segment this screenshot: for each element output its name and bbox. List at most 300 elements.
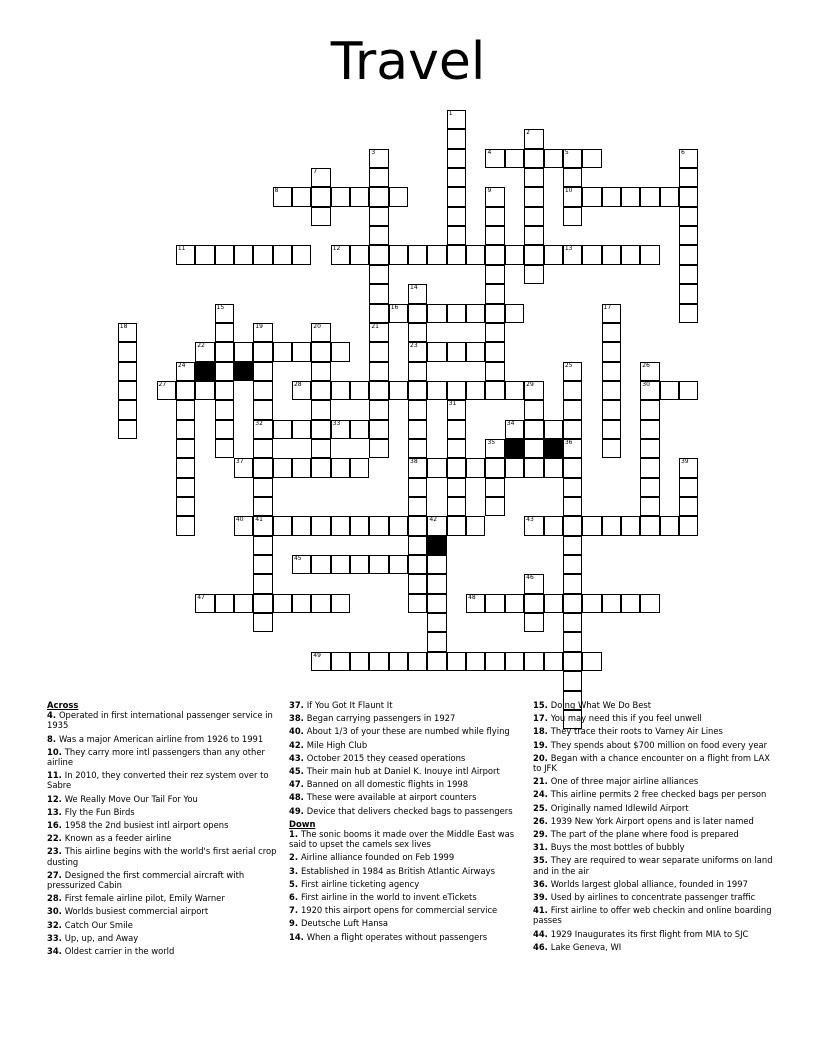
grid-cell[interactable]	[427, 555, 446, 574]
grid-cell[interactable]	[524, 187, 543, 206]
grid-cell[interactable]	[253, 342, 272, 361]
grid-cell[interactable]	[563, 187, 582, 206]
grid-cell[interactable]	[408, 497, 427, 516]
grid-cell[interactable]	[563, 613, 582, 632]
grid-cell[interactable]	[621, 245, 640, 264]
grid-cell[interactable]	[292, 458, 311, 477]
grid-cell[interactable]	[408, 284, 427, 303]
grid-cell[interactable]	[447, 304, 466, 323]
grid-cell[interactable]	[331, 458, 350, 477]
grid-cell[interactable]	[563, 478, 582, 497]
grid-cell[interactable]	[369, 265, 388, 284]
grid-cell[interactable]	[408, 555, 427, 574]
grid-cell[interactable]	[485, 594, 504, 613]
grid-cell[interactable]	[544, 149, 563, 168]
grid-cell[interactable]	[640, 594, 659, 613]
grid-cell[interactable]	[118, 362, 137, 381]
grid-cell[interactable]	[253, 516, 272, 535]
grid-cell[interactable]	[389, 652, 408, 671]
grid-cell[interactable]	[253, 458, 272, 477]
grid-cell[interactable]	[215, 245, 234, 264]
grid-cell[interactable]	[524, 381, 543, 400]
grid-cell[interactable]	[679, 284, 698, 303]
grid-cell[interactable]	[524, 129, 543, 148]
grid-cell[interactable]	[447, 149, 466, 168]
grid-cell[interactable]	[602, 187, 621, 206]
grid-cell[interactable]	[292, 245, 311, 264]
grid-cell[interactable]	[524, 516, 543, 535]
grid-cell[interactable]	[679, 226, 698, 245]
grid-cell[interactable]	[176, 420, 195, 439]
grid-cell[interactable]	[447, 245, 466, 264]
grid-cell[interactable]	[311, 555, 330, 574]
grid-cell[interactable]	[447, 110, 466, 129]
grid-cell[interactable]	[679, 207, 698, 226]
grid-cell[interactable]	[253, 420, 272, 439]
grid-cell[interactable]	[524, 458, 543, 477]
grid-cell[interactable]	[331, 555, 350, 574]
grid-cell[interactable]	[331, 381, 350, 400]
grid-cell[interactable]	[563, 149, 582, 168]
grid-cell[interactable]	[466, 245, 485, 264]
grid-cell[interactable]	[427, 652, 446, 671]
grid-cell[interactable]	[524, 265, 543, 284]
grid-cell[interactable]	[505, 594, 524, 613]
grid-cell[interactable]	[369, 168, 388, 187]
grid-cell[interactable]	[621, 187, 640, 206]
grid-cell[interactable]	[273, 594, 292, 613]
grid-cell[interactable]	[253, 574, 272, 593]
grid-cell[interactable]	[602, 381, 621, 400]
grid-cell[interactable]	[292, 342, 311, 361]
grid-cell[interactable]	[427, 381, 446, 400]
grid-cell[interactable]	[602, 304, 621, 323]
grid-cell[interactable]	[640, 458, 659, 477]
grid-cell[interactable]	[485, 458, 504, 477]
grid-cell[interactable]	[369, 555, 388, 574]
grid-cell[interactable]	[563, 632, 582, 651]
grid-cell[interactable]	[253, 613, 272, 632]
grid-cell[interactable]	[582, 652, 601, 671]
grid-cell[interactable]	[292, 594, 311, 613]
grid-cell[interactable]	[311, 594, 330, 613]
grid-cell[interactable]	[253, 536, 272, 555]
grid-cell[interactable]	[273, 458, 292, 477]
grid-cell[interactable]	[485, 226, 504, 245]
grid-cell[interactable]	[640, 439, 659, 458]
grid-cell[interactable]	[311, 652, 330, 671]
grid-cell[interactable]	[640, 362, 659, 381]
grid-cell[interactable]	[234, 516, 253, 535]
grid-cell[interactable]	[485, 478, 504, 497]
grid-cell[interactable]	[679, 187, 698, 206]
grid-cell[interactable]	[369, 652, 388, 671]
grid-cell[interactable]	[524, 207, 543, 226]
grid-cell[interactable]	[311, 420, 330, 439]
grid-cell[interactable]	[485, 245, 504, 264]
grid-cell[interactable]	[408, 304, 427, 323]
grid-cell[interactable]	[524, 245, 543, 264]
grid-cell[interactable]	[563, 400, 582, 419]
grid-cell[interactable]	[253, 439, 272, 458]
grid-cell[interactable]	[331, 187, 350, 206]
grid-cell[interactable]	[447, 516, 466, 535]
grid-cell[interactable]	[447, 652, 466, 671]
grid-cell[interactable]	[253, 400, 272, 419]
grid-cell[interactable]	[505, 652, 524, 671]
grid-cell[interactable]	[118, 420, 137, 439]
grid-cell[interactable]	[176, 245, 195, 264]
grid-cell[interactable]	[157, 381, 176, 400]
grid-cell[interactable]	[485, 362, 504, 381]
grid-cell[interactable]	[563, 420, 582, 439]
grid-cell[interactable]	[215, 304, 234, 323]
grid-cell[interactable]	[292, 555, 311, 574]
grid-cell[interactable]	[582, 594, 601, 613]
grid-cell[interactable]	[311, 187, 330, 206]
grid-cell[interactable]	[215, 362, 234, 381]
grid-cell[interactable]	[447, 226, 466, 245]
grid-cell[interactable]	[176, 381, 195, 400]
grid-cell[interactable]	[505, 245, 524, 264]
grid-cell[interactable]	[679, 304, 698, 323]
grid-cell[interactable]	[195, 342, 214, 361]
grid-cell[interactable]	[292, 187, 311, 206]
grid-cell[interactable]	[331, 245, 350, 264]
grid-cell[interactable]	[311, 342, 330, 361]
grid-cell[interactable]	[640, 516, 659, 535]
grid-cell[interactable]	[602, 362, 621, 381]
grid-cell[interactable]	[215, 400, 234, 419]
grid-cell[interactable]	[582, 187, 601, 206]
grid-cell[interactable]	[273, 516, 292, 535]
grid-cell[interactable]	[369, 304, 388, 323]
grid-cell[interactable]	[311, 400, 330, 419]
grid-cell[interactable]	[563, 555, 582, 574]
grid-cell[interactable]	[621, 594, 640, 613]
grid-cell[interactable]	[195, 381, 214, 400]
grid-cell[interactable]	[640, 245, 659, 264]
grid-cell[interactable]	[582, 245, 601, 264]
grid-cell[interactable]	[408, 323, 427, 342]
grid-cell[interactable]	[524, 149, 543, 168]
grid-cell[interactable]	[408, 594, 427, 613]
grid-cell[interactable]	[369, 226, 388, 245]
grid-cell[interactable]	[582, 516, 601, 535]
grid-cell[interactable]	[195, 245, 214, 264]
grid-cell[interactable]	[447, 420, 466, 439]
grid-cell[interactable]	[369, 439, 388, 458]
grid-cell[interactable]	[563, 245, 582, 264]
grid-cell[interactable]	[369, 400, 388, 419]
grid-cell[interactable]	[524, 226, 543, 245]
grid-cell[interactable]	[505, 420, 524, 439]
grid-cell[interactable]	[176, 497, 195, 516]
grid-cell[interactable]	[215, 594, 234, 613]
grid-cell[interactable]	[369, 381, 388, 400]
grid-cell[interactable]	[640, 420, 659, 439]
grid-cell[interactable]	[253, 362, 272, 381]
grid-cell[interactable]	[427, 632, 446, 651]
grid-cell[interactable]	[311, 362, 330, 381]
grid-cell[interactable]	[563, 516, 582, 535]
grid-cell[interactable]	[215, 420, 234, 439]
grid-cell[interactable]	[466, 304, 485, 323]
grid-cell[interactable]	[679, 381, 698, 400]
grid-cell[interactable]	[679, 516, 698, 535]
grid-cell[interactable]	[350, 245, 369, 264]
grid-cell[interactable]	[311, 458, 330, 477]
grid-cell[interactable]	[447, 342, 466, 361]
grid-cell[interactable]	[602, 439, 621, 458]
grid-cell[interactable]	[505, 149, 524, 168]
grid-cell[interactable]	[485, 265, 504, 284]
grid-cell[interactable]	[544, 652, 563, 671]
grid-cell[interactable]	[602, 420, 621, 439]
grid-cell[interactable]	[544, 458, 563, 477]
grid-cell[interactable]	[389, 304, 408, 323]
grid-cell[interactable]	[389, 555, 408, 574]
grid-cell[interactable]	[427, 245, 446, 264]
grid-cell[interactable]	[602, 323, 621, 342]
grid-cell[interactable]	[176, 458, 195, 477]
grid-cell[interactable]	[408, 362, 427, 381]
grid-cell[interactable]	[253, 245, 272, 264]
grid-cell[interactable]	[679, 149, 698, 168]
grid-cell[interactable]	[118, 381, 137, 400]
grid-cell[interactable]	[485, 149, 504, 168]
grid-cell[interactable]	[485, 497, 504, 516]
grid-cell[interactable]	[311, 381, 330, 400]
grid-cell[interactable]	[544, 516, 563, 535]
grid-cell[interactable]	[660, 381, 679, 400]
grid-cell[interactable]	[505, 381, 524, 400]
grid-cell[interactable]	[447, 497, 466, 516]
grid-cell[interactable]	[524, 400, 543, 419]
grid-cell[interactable]	[427, 516, 446, 535]
grid-cell[interactable]	[447, 478, 466, 497]
grid-cell[interactable]	[466, 381, 485, 400]
grid-cell[interactable]	[427, 613, 446, 632]
grid-cell[interactable]	[563, 207, 582, 226]
grid-cell[interactable]	[427, 304, 446, 323]
grid-cell[interactable]	[389, 516, 408, 535]
grid-cell[interactable]	[389, 381, 408, 400]
grid-cell[interactable]	[524, 574, 543, 593]
grid-cell[interactable]	[389, 245, 408, 264]
grid-cell[interactable]	[234, 245, 253, 264]
grid-cell[interactable]	[640, 187, 659, 206]
grid-cell[interactable]	[447, 458, 466, 477]
grid-cell[interactable]	[563, 439, 582, 458]
grid-cell[interactable]	[350, 516, 369, 535]
grid-cell[interactable]	[447, 187, 466, 206]
grid-cell[interactable]	[427, 574, 446, 593]
grid-cell[interactable]	[408, 342, 427, 361]
grid-cell[interactable]	[485, 323, 504, 342]
grid-cell[interactable]	[563, 497, 582, 516]
grid-cell[interactable]	[447, 381, 466, 400]
grid-cell[interactable]	[485, 439, 504, 458]
grid-cell[interactable]	[311, 207, 330, 226]
grid-cell[interactable]	[563, 574, 582, 593]
grid-cell[interactable]	[273, 187, 292, 206]
grid-cell[interactable]	[253, 497, 272, 516]
grid-cell[interactable]	[447, 439, 466, 458]
grid-cell[interactable]	[563, 168, 582, 187]
grid-cell[interactable]	[602, 342, 621, 361]
grid-cell[interactable]	[331, 652, 350, 671]
grid-cell[interactable]	[408, 652, 427, 671]
grid-cell[interactable]	[215, 342, 234, 361]
grid-cell[interactable]	[369, 342, 388, 361]
grid-cell[interactable]	[311, 516, 330, 535]
grid-cell[interactable]	[679, 478, 698, 497]
grid-cell[interactable]	[427, 342, 446, 361]
grid-cell[interactable]	[408, 516, 427, 535]
grid-cell[interactable]	[292, 420, 311, 439]
grid-cell[interactable]	[679, 458, 698, 477]
grid-cell[interactable]	[408, 439, 427, 458]
grid-cell[interactable]	[292, 516, 311, 535]
grid-cell[interactable]	[563, 652, 582, 671]
grid-cell[interactable]	[369, 149, 388, 168]
grid-cell[interactable]	[350, 458, 369, 477]
grid-cell[interactable]	[602, 245, 621, 264]
grid-cell[interactable]	[447, 207, 466, 226]
grid-cell[interactable]	[602, 594, 621, 613]
grid-cell[interactable]	[427, 594, 446, 613]
grid-cell[interactable]	[679, 245, 698, 264]
grid-cell[interactable]	[331, 342, 350, 361]
grid-cell[interactable]	[563, 362, 582, 381]
grid-cell[interactable]	[485, 284, 504, 303]
grid-cell[interactable]	[369, 187, 388, 206]
grid-cell[interactable]	[408, 536, 427, 555]
grid-cell[interactable]	[466, 594, 485, 613]
grid-cell[interactable]	[253, 594, 272, 613]
grid-cell[interactable]	[408, 400, 427, 419]
grid-cell[interactable]	[369, 516, 388, 535]
grid-cell[interactable]	[485, 342, 504, 361]
grid-cell[interactable]	[253, 381, 272, 400]
grid-cell[interactable]	[640, 381, 659, 400]
grid-cell[interactable]	[118, 342, 137, 361]
grid-cell[interactable]	[679, 265, 698, 284]
grid-cell[interactable]	[660, 516, 679, 535]
grid-cell[interactable]	[408, 458, 427, 477]
grid-cell[interactable]	[176, 439, 195, 458]
grid-cell[interactable]	[369, 207, 388, 226]
grid-cell[interactable]	[331, 594, 350, 613]
grid-cell[interactable]	[350, 187, 369, 206]
grid-cell[interactable]	[466, 516, 485, 535]
grid-cell[interactable]	[563, 594, 582, 613]
grid-cell[interactable]	[215, 381, 234, 400]
grid-cell[interactable]	[602, 400, 621, 419]
grid-cell[interactable]	[544, 245, 563, 264]
grid-cell[interactable]	[350, 420, 369, 439]
grid-cell[interactable]	[369, 323, 388, 342]
grid-cell[interactable]	[679, 497, 698, 516]
grid-cell[interactable]	[311, 168, 330, 187]
grid-cell[interactable]	[408, 420, 427, 439]
grid-cell[interactable]	[447, 168, 466, 187]
grid-cell[interactable]	[118, 323, 137, 342]
grid-cell[interactable]	[640, 400, 659, 419]
grid-cell[interactable]	[273, 245, 292, 264]
grid-cell[interactable]	[273, 420, 292, 439]
grid-cell[interactable]	[505, 304, 524, 323]
grid-cell[interactable]	[524, 594, 543, 613]
grid-cell[interactable]	[369, 284, 388, 303]
grid-cell[interactable]	[176, 478, 195, 497]
grid-cell[interactable]	[408, 574, 427, 593]
grid-cell[interactable]	[331, 420, 350, 439]
grid-cell[interactable]	[176, 400, 195, 419]
grid-cell[interactable]	[118, 400, 137, 419]
grid-cell[interactable]	[389, 187, 408, 206]
grid-cell[interactable]	[350, 381, 369, 400]
grid-cell[interactable]	[582, 149, 601, 168]
grid-cell[interactable]	[563, 671, 582, 690]
grid-cell[interactable]	[466, 342, 485, 361]
grid-cell[interactable]	[311, 323, 330, 342]
grid-cell[interactable]	[408, 381, 427, 400]
grid-cell[interactable]	[485, 207, 504, 226]
grid-cell[interactable]	[408, 478, 427, 497]
grid-cell[interactable]	[234, 342, 253, 361]
grid-cell[interactable]	[273, 342, 292, 361]
grid-cell[interactable]	[485, 304, 504, 323]
grid-cell[interactable]	[176, 516, 195, 535]
grid-cell[interactable]	[253, 555, 272, 574]
grid-cell[interactable]	[563, 458, 582, 477]
grid-cell[interactable]	[660, 187, 679, 206]
grid-cell[interactable]	[447, 129, 466, 148]
grid-cell[interactable]	[640, 497, 659, 516]
grid-cell[interactable]	[563, 381, 582, 400]
grid-cell[interactable]	[524, 652, 543, 671]
grid-cell[interactable]	[505, 458, 524, 477]
grid-cell[interactable]	[369, 420, 388, 439]
grid-cell[interactable]	[485, 652, 504, 671]
grid-cell[interactable]	[350, 555, 369, 574]
grid-cell[interactable]	[176, 362, 195, 381]
grid-cell[interactable]	[621, 516, 640, 535]
grid-cell[interactable]	[427, 458, 446, 477]
grid-cell[interactable]	[544, 594, 563, 613]
grid-cell[interactable]	[350, 652, 369, 671]
grid-cell[interactable]	[311, 439, 330, 458]
grid-cell[interactable]	[602, 516, 621, 535]
grid-cell[interactable]	[234, 594, 253, 613]
grid-cell[interactable]	[679, 168, 698, 187]
grid-cell[interactable]	[215, 323, 234, 342]
grid-cell[interactable]	[369, 245, 388, 264]
grid-cell[interactable]	[195, 594, 214, 613]
grid-cell[interactable]	[485, 187, 504, 206]
grid-cell[interactable]	[524, 168, 543, 187]
grid-cell[interactable]	[485, 381, 504, 400]
grid-cell[interactable]	[292, 381, 311, 400]
grid-cell[interactable]	[253, 478, 272, 497]
grid-cell[interactable]	[234, 458, 253, 477]
grid-cell[interactable]	[466, 652, 485, 671]
grid-cell[interactable]	[524, 439, 543, 458]
grid-cell[interactable]	[524, 613, 543, 632]
grid-cell[interactable]	[215, 439, 234, 458]
